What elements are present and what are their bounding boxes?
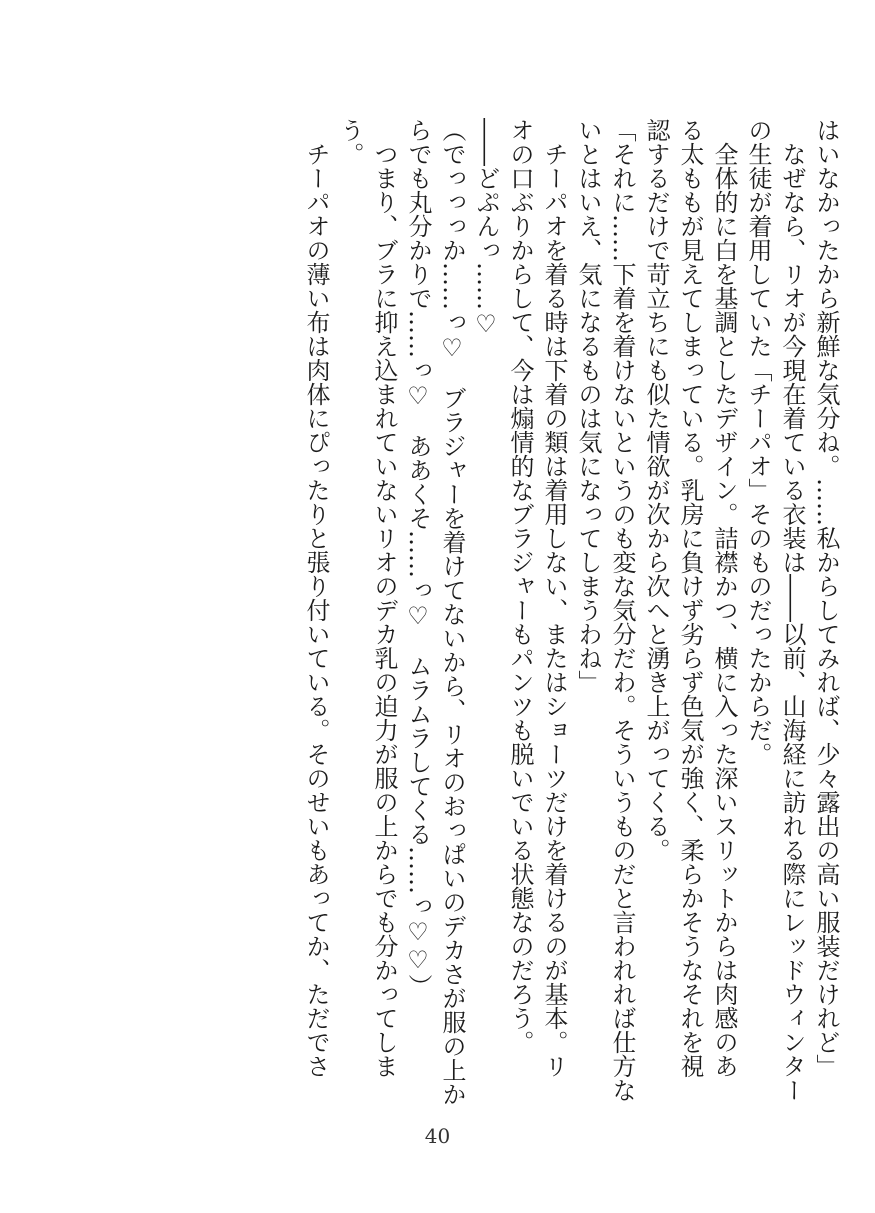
text-line: はいなかったから新鮮な気分ね。……私からしてみれば、少々露出の高い服装だけれど」 bbox=[812, 118, 840, 1078]
text-line: オの口ぶりからして、今は煽情的なブラジャーもパンツも脱いでいる状態なのだろう。 bbox=[506, 118, 534, 1054]
text-line: チーパオを着る時は下着の類は着用しない、またはショーツだけを着けるのが基本。リ bbox=[540, 118, 568, 1078]
text-line: （でっっっか……っ♡ ブラジャーを着けてないから、リオのおっぱいのデカさが服の上か bbox=[438, 118, 466, 1106]
text-line: の生徒が着用していた「チーパオ」そのものだったからだ。 bbox=[744, 118, 772, 766]
text-line: チーパオの薄い布は肉体にぴったりと張り付いている。そのせいもあってか、ただでさ bbox=[302, 118, 330, 1078]
text-line: 「それに……下着を着けないというのも変な気分だわ。そういうものだと言われれば仕方な bbox=[608, 118, 636, 1102]
text-line: つまり、ブラに抑え込まれていないリオのデカ乳の迫力が服の上からでも分かってしま bbox=[370, 118, 398, 1078]
vertical-text-body bbox=[27, 118, 843, 1108]
page-number: 40 bbox=[424, 1124, 451, 1148]
text-line: らでも丸分かりで……っ♡ ああくそ……っ♡ ムラムラしてくる……っ♡♡） bbox=[404, 118, 432, 998]
text-line: る太ももが見えてしまっている。乳房に負けず劣らず色気が強く、柔らかそうなそれを視 bbox=[676, 118, 704, 1078]
text-line: う。 bbox=[336, 118, 364, 166]
text-line: なぜなら、リオが今現在着ている衣装は――以前、山海経に訪れる際にレッドウィンター bbox=[778, 118, 806, 1102]
text-line: 全体的に白を基調としたデザイン。詰襟かつ、横に入った深いスリットからは肉感のあ bbox=[710, 118, 738, 1078]
text-line: 認するだけで苛立ちにも似た情欲が次から次へと湧き上がってくる。 bbox=[642, 118, 670, 862]
text-line: いとはいえ、気になるものは気になってしまうわね」 bbox=[574, 118, 602, 694]
text-line: ――どぷんっ……♡ bbox=[472, 118, 500, 338]
